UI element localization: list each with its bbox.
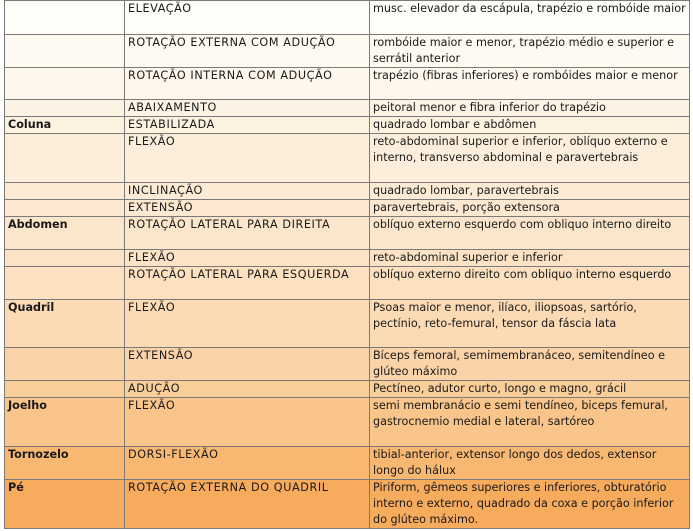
movement-cell: ROTAÇÃO LATERAL PARA ESQUERDA [125,267,370,300]
table-row [5,348,690,381]
table-body [5,1,690,529]
muscles-cell: trapézio (fibras inferiores) e rombóides maior e menor [370,68,690,100]
muscles-cell: Psoas maior e menor, ilíaco, iliopsoas, sartório, pectínio, reto-femural, tensor da fáscia lata [370,300,690,348]
movement-cell: ROTAÇÃO LATERAL PARA DIREITA [125,217,370,250]
region-cell [5,200,125,217]
table-row [5,183,690,200]
movement-cell: EXTENSÃO [125,200,370,217]
table-row [5,381,690,398]
muscles-cell: oblíquo externo esquerdo com obliquo interno direito [370,217,690,250]
region-cell: Abdomen [5,217,125,250]
table-row [5,267,690,300]
movement-cell: INCLINAÇÃO [125,183,370,200]
region-cell [5,267,125,300]
table-row [5,200,690,217]
movement-cell: FLEXÃO [125,300,370,348]
region-cell [5,183,125,200]
table-row [5,100,690,117]
table-row [5,68,690,100]
region-cell [5,134,125,183]
movement-cell: ROTAÇÃO EXTERNA DO QUADRIL [125,480,370,529]
muscles-cell: paravertebrais, porção extensora [370,200,690,217]
region-cell [5,68,125,100]
muscles-cell: quadrado lombar, paravertebrais [370,183,690,200]
movement-cell: FLEXÃO [125,398,370,447]
muscles-cell: oblíquo externo direito com obliquo interno esquerdo [370,267,690,300]
muscles-cell: reto-abdominal superior e inferior [370,250,690,267]
muscles-cell: semi membranácio e semi tendíneo, biceps femural, gastrocnemio medial e lateral, sartóreo [370,398,690,447]
movement-cell: EXTENSÃO [125,348,370,381]
region-cell [5,250,125,267]
region-cell [5,100,125,117]
region-cell: Joelho [5,398,125,447]
region-cell: Pé [5,480,125,529]
muscles-cell: quadrado lombar e abdômen [370,117,690,134]
muscles-cell: reto-abdominal superior e inferior, oblíquo externo e interno, transverso abdominal e paravertebrais [370,134,690,183]
muscles-cell: Pectíneo, adutor curto, longo e magno, grácil [370,381,690,398]
region-cell [5,381,125,398]
region-cell: Tornozelo [5,447,125,480]
table-row [5,480,690,529]
movement-cell: ELEVAÇÃO [125,1,370,35]
muscles-cell: rombóide maior e menor, trapézio médio e superior e serrátil anterior [370,35,690,68]
table-row [5,300,690,348]
region-cell [5,348,125,381]
muscles-cell: musc. elevador da escápula, trapézio e rombóide maior [370,1,690,35]
movement-cell: ABAIXAMENTO [125,100,370,117]
muscles-cell: peitoral menor e fibra inferior do trapézio [370,100,690,117]
region-cell [5,1,125,35]
movement-cell: DORSI-FLEXÃO [125,447,370,480]
table-row [5,35,690,68]
movement-cell: ADUÇÃO [125,381,370,398]
table-row [5,117,690,134]
region-cell: Coluna [5,117,125,134]
region-cell [5,35,125,68]
table-row [5,447,690,480]
region-cell: Quadril [5,300,125,348]
muscles-cell: tibial-anterior, extensor longo dos dedos, extensor longo do hálux [370,447,690,480]
muscles-cell: Piriform, gêmeos superiores e inferiores, obturatório interno e externo, quadrado da coxa e porção inferior do glúteo máximo. [370,480,690,529]
table-row [5,134,690,183]
movement-cell: FLEXÃO [125,134,370,183]
movement-cell: ROTAÇÃO EXTERNA COM ADUÇÃO [125,35,370,68]
table-row [5,250,690,267]
muscle-movement-table [4,0,690,529]
movement-cell: FLEXÃO [125,250,370,267]
table-row [5,1,690,35]
movement-cell: ESTABILIZADA [125,117,370,134]
movement-cell: ROTAÇÃO INTERNA COM ADUÇÃO [125,68,370,100]
table-row [5,398,690,447]
table-row [5,217,690,250]
muscles-cell: Bíceps femoral, semimembranáceo, semitendíneo e glúteo máximo [370,348,690,381]
